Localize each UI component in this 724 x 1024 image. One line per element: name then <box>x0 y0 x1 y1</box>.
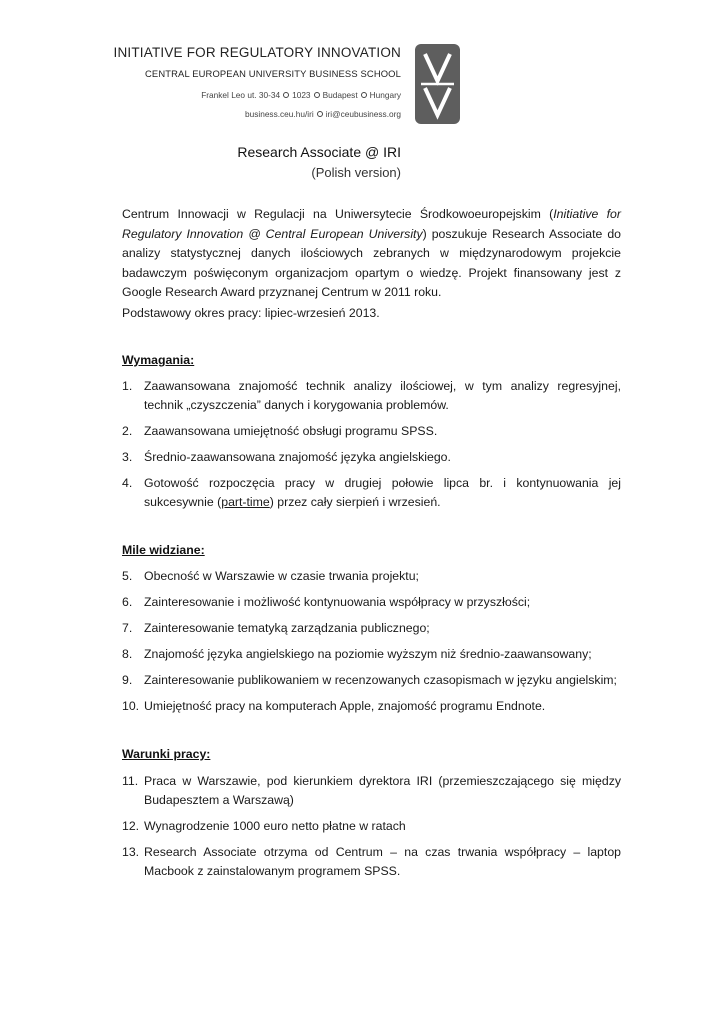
job-subtitle: (Polish version) <box>311 165 401 180</box>
intro-italic: Initiative for Regulatory Innovation @ Central European University <box>122 207 621 241</box>
requirements-list <box>122 377 621 519</box>
ring-bullet-icon <box>314 92 320 98</box>
item-text: Znajomość języka angielskiego na poziomie wyższym niż średnio-zaawansowany; <box>144 647 592 661</box>
requirements-heading: Wymagania: <box>122 353 195 367</box>
item-number: 11. <box>122 774 139 788</box>
conditions-heading: Warunki pracy: <box>122 747 211 761</box>
work-period: Podstawowy okres pracy: lipiec-wrzesień 2013. <box>122 306 380 320</box>
letterhead <box>0 44 724 126</box>
intro-text-2: ) poszukuje Research Associate do analizy statystycznej danych ilościowych zebranych w międzynarodowym projekcie badawczym poświęconym organizacjom opartym o wiedzę. Projekt finansowany jest z Google Research Award przyznanej Centrum w 2011 roku. <box>122 226 622 300</box>
list-item <box>122 772 621 810</box>
item-number: 1. <box>122 379 133 393</box>
item-number: 3. <box>122 450 133 464</box>
address-country: Hungary <box>369 90 401 100</box>
school-name: CENTRAL EUROPEAN UNIVERSITY BUSINESS SCHOOL <box>145 68 401 79</box>
list-item <box>122 448 621 467</box>
item-text-end: ) przez cały sierpień i wrzesień. <box>269 495 441 509</box>
address-street: Frankel Leo ut. 30-34 <box>201 90 281 100</box>
intro-paragraph <box>122 205 621 303</box>
item-text: Zaawansowana znajomość technik analizy ilościowej, w tym analizy regresyjnej, technik „czyszczenia” danych i korygowania problemów. <box>144 379 621 412</box>
email-link[interactable]: iri@ceubusiness.org <box>325 109 401 119</box>
conditions-list <box>122 772 621 888</box>
item-text: Gotowość rozpoczęcia pracy w drugiej połowie lipca br. i kontynuowania jej sukcesywnie ( <box>144 476 621 509</box>
item-number: 10. <box>122 699 140 713</box>
ring-bullet-icon <box>361 92 367 98</box>
item-number: 6. <box>122 595 133 609</box>
list-item <box>122 377 621 415</box>
list-item <box>122 593 621 612</box>
nice-to-have-list <box>122 567 621 723</box>
item-number: 2. <box>122 424 133 438</box>
item-number: 5. <box>122 569 133 583</box>
contact-line <box>245 109 401 119</box>
item-text: Obecność w Warszawie w czasie trwania projektu; <box>144 569 419 583</box>
nice-to-have-heading: Mile widziane: <box>122 543 205 557</box>
item-text: Zaawansowana umiejętność obsługi programu SPSS. <box>144 424 438 438</box>
item-text: Praca w Warszawie, pod kierunkiem dyrektora IRI (przemieszczającego się między Budapesztem a Warszawą) <box>144 774 621 807</box>
intro-text-1: Centrum Innowacji w Regulacji na Uniwersytecie Środkowoeuropejskim ( <box>122 207 554 221</box>
item-number: 13. <box>122 845 140 859</box>
list-item <box>122 619 621 638</box>
item-text: Zainteresowanie tematyką zarządzania publicznego; <box>144 621 430 635</box>
item-text: Research Associate otrzyma od Centrum – na czas trwania współpracy – laptop Macbook z zainstalowanym programem SPSS. <box>144 845 621 878</box>
item-number: 8. <box>122 647 133 661</box>
ring-bullet-icon <box>283 92 289 98</box>
item-text: Umiejętność pracy na komputerach Apple, znajomość programu Endnote. <box>144 699 546 713</box>
website-link[interactable]: business.ceu.hu/iri <box>244 109 314 119</box>
item-text: Wynagrodzenie 1000 euro netto płatne w ratach <box>144 819 406 833</box>
item-number: 4. <box>122 476 133 490</box>
list-item <box>122 817 621 836</box>
part-time-term: part-time <box>221 495 270 509</box>
ring-bullet-icon <box>317 111 323 117</box>
list-item <box>122 474 621 512</box>
item-text: Średnio-zaawansowana znajomość języka angielskiego. <box>144 450 451 464</box>
list-item <box>122 422 621 441</box>
ceu-logo-icon <box>415 44 460 124</box>
item-number: 12. <box>122 819 140 833</box>
list-item <box>122 843 621 881</box>
address-postcode: 1023 <box>292 90 311 100</box>
item-number: 7. <box>122 621 133 635</box>
list-item <box>122 697 621 716</box>
list-item <box>122 567 621 586</box>
address-line <box>201 90 401 100</box>
address-city: Budapest <box>322 90 358 100</box>
item-text: Zainteresowanie i możliwość kontynuowania współpracy w przyszłości; <box>144 595 531 609</box>
list-item <box>122 645 621 664</box>
institute-name: INITIATIVE FOR REGULATORY INNOVATION <box>113 45 401 60</box>
item-text: Zainteresowanie publikowaniem w recenzowanych czasopismach w języku angielskim; <box>144 673 617 687</box>
job-title: Research Associate @ IRI <box>237 144 401 160</box>
list-item <box>122 671 621 690</box>
item-number: 9. <box>122 673 133 687</box>
